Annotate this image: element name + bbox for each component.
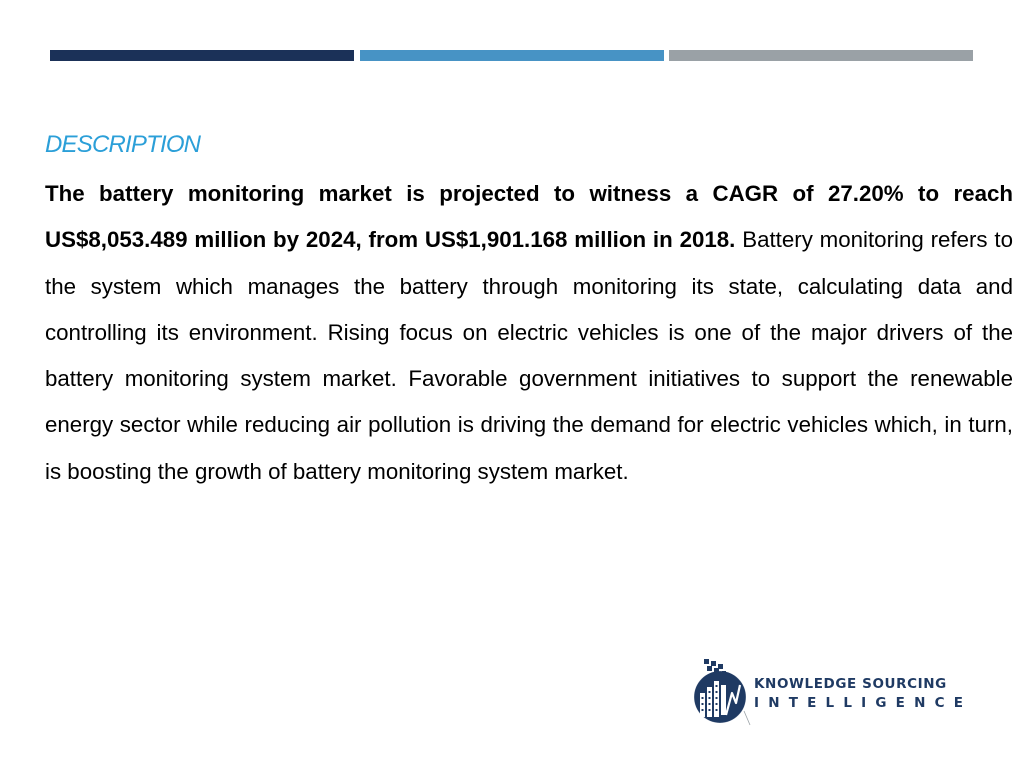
globe-building-logo-icon (692, 655, 752, 727)
description-lead-sentence: The battery monitoring market is projected to witness a CAGR of 27.20% to reach US$8,053.489 million by 2024, from US$1,901.168 million in 2018. (45, 181, 1013, 253)
company-logo (692, 655, 973, 727)
section-heading: DESCRIPTION (45, 131, 201, 158)
header-accent-bars (50, 50, 973, 61)
description-paragraph (45, 171, 1013, 495)
accent-bar-gray (669, 50, 973, 61)
logo-text-line2: INTELLIGENCE (754, 695, 973, 711)
description-body: Battery monitoring refers to the system which manages the battery through monitoring its state, calculating data and controlling its environment. Rising focus on electric vehicles is one of the major drivers of the battery monitoring system market. Favorable government initiatives to support the renewable energy sector while reducing air pollution is driving the demand for electric vehicles which, in turn, is boosting the growth of battery monitoring system market. (45, 227, 1013, 484)
logo-text-line1: KNOWLEDGE SOURCING (754, 676, 947, 692)
accent-bar-navy (50, 50, 354, 61)
accent-bar-blue (360, 50, 664, 61)
